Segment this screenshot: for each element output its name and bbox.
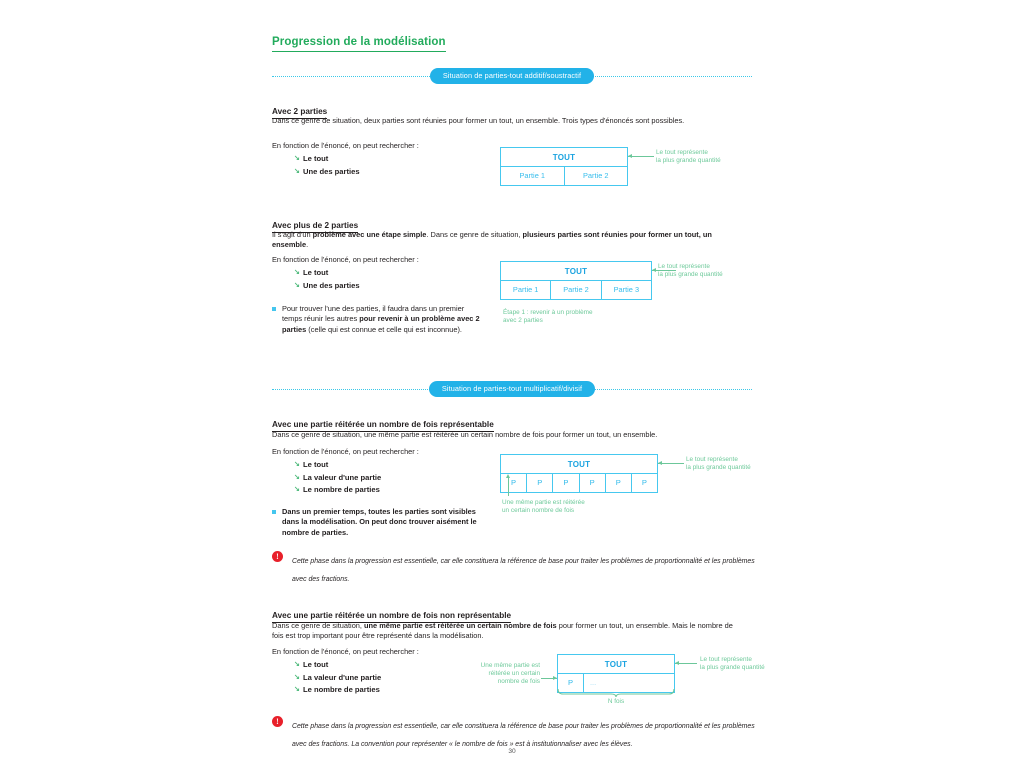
- list-item: [294, 672, 381, 685]
- list-non-representable: [272, 659, 381, 697]
- lead-in-avec-2-parties: En fonction de l'énoncé, on peut rechercher :: [272, 141, 419, 150]
- annotation-line: la plus grande quantité: [700, 664, 765, 672]
- text-run-bold: Dans un premier temps, toutes les parties sont visibles dans la modélisation. On peut donc trouver aisément le nombre de parties.: [282, 507, 477, 537]
- list-item-label: Le tout: [303, 660, 329, 669]
- section-banner-label: Situation de parties-tout additif/soustractif: [430, 68, 594, 84]
- sub-heading-avec-2-parties: Avec 2 parties: [272, 107, 327, 119]
- annotation-below: [503, 309, 593, 325]
- arrow-bullet-icon: ↘: [294, 473, 300, 481]
- list-representable: [272, 459, 381, 497]
- bar-parts-row: [501, 167, 627, 185]
- list-item: [294, 280, 360, 293]
- bar-part-cell: P: [580, 474, 606, 492]
- paragraph-representable: Dans ce genre de situation, une même partie est réitérée un certain nombre de fois pour former un tout, un ensemble.: [272, 430, 658, 439]
- list-item: [294, 472, 381, 485]
- bar-whole-label: TOUT: [501, 262, 651, 281]
- annotation-below: [502, 499, 585, 515]
- arrow-head-icon: [506, 474, 510, 478]
- text-run-bold: problème avec une étape simple: [312, 230, 427, 239]
- text-run: Il s'agit d'un: [272, 230, 313, 239]
- bar-part-cell: P: [641, 478, 647, 487]
- annotation-line: Le tout représente: [658, 263, 710, 270]
- annotation-line: Une même partie est: [480, 662, 540, 669]
- lead-in-avec-plus-de-2-parties: En fonction de l'énoncé, on peut rechercher :: [272, 255, 419, 264]
- bar-part-cell: Partie 2: [583, 171, 609, 180]
- annotation-connector-vertical: [508, 476, 509, 496]
- square-bullet-icon: [272, 510, 276, 514]
- annotation-right: [686, 456, 751, 472]
- brace-label: N fois: [607, 698, 625, 705]
- warning-text: Cette phase dans la progression est essentielle, car elle constituera la référence de base pour traiter les problèmes de proportionnalité et les problèmes avec des fractions.: [292, 558, 755, 583]
- annotation-line: Le tout représente: [700, 656, 752, 663]
- lead-in-representable: En fonction de l'énoncé, on peut rechercher :: [272, 447, 419, 456]
- bar-part-cell: P: [606, 474, 632, 492]
- brace-icon: [557, 688, 675, 697]
- bar-part-cell: P: [527, 474, 553, 492]
- arrow-bullet-icon: ↘: [294, 167, 300, 175]
- arrow-bullet-icon: ↘: [294, 661, 300, 668]
- annotation-right: [700, 656, 765, 672]
- warning-icon: !: [272, 551, 283, 562]
- list-item: [294, 166, 360, 179]
- list-item: [294, 659, 381, 672]
- list-item: [294, 267, 360, 280]
- list-item: [294, 459, 381, 472]
- bar-part-cell: P: [553, 474, 579, 492]
- arrow-head-icon: [628, 154, 632, 158]
- text-run-bold: pour revenir à un problème avec 2 parties: [282, 314, 480, 334]
- list-avec-plus-de-2-parties: [272, 267, 360, 292]
- arrow-bullet-icon: ↘: [294, 155, 300, 162]
- arrow-bullet-icon: ↘: [294, 461, 300, 468]
- arrow-bullet-icon: ↘: [294, 673, 300, 681]
- annotation-right: [656, 149, 721, 165]
- text-run: pour former un tout, un ensemble. Mais le nombre de fois est trop important pour être représenté dans la modélisation.: [272, 621, 733, 641]
- warning-callout-non-representable: [272, 715, 770, 751]
- annotation-line: la plus grande quantité: [686, 464, 751, 472]
- bar-model: [500, 454, 658, 493]
- list-item-label: La valeur d'une partie: [303, 672, 382, 682]
- sub-heading-representable: Avec une partie réitérée un nombre de fois représentable: [272, 420, 494, 432]
- annotation-left: [460, 662, 540, 687]
- text-run-bold: une même partie est réitérée un certain nombre de fois: [364, 621, 557, 630]
- bar-part-cell: ...: [590, 678, 597, 687]
- arrow-bullet-icon: ↘: [294, 486, 300, 493]
- lead-in-non-representable: En fonction de l'énoncé, on peut rechercher :: [272, 647, 419, 656]
- annotation-line: nombre de fois: [497, 678, 540, 686]
- list-item-label: Le tout: [303, 154, 329, 163]
- bar-model: [500, 147, 628, 186]
- warning-text: Cette phase dans la progression est essentielle, car elle constituera la référence de base pour traiter les problèmes de proportionnalité et les problèmes avec des fractions. La convention pour représenter « le nombre de fois » est à institutionnaliser avec les élèves.: [292, 723, 755, 748]
- model-diagram-2-parties: [500, 147, 740, 186]
- bar-whole-label: TOUT: [501, 455, 657, 474]
- annotation-line: un certain nombre de fois: [502, 507, 575, 515]
- annotation-line: Étape 1 : revenir à un problème: [503, 309, 593, 316]
- text-run: Dans ce genre de situation,: [272, 621, 365, 630]
- list-item-label: Le nombre de parties: [303, 485, 380, 494]
- list-item-label: Le tout: [303, 460, 329, 469]
- arrow-bullet-icon: ↘: [294, 686, 300, 693]
- arrow-head-icon: [675, 661, 679, 665]
- text-run: . Dans ce genre de situation,: [426, 230, 523, 239]
- warning-callout-representable: [272, 550, 762, 586]
- bar-part-cell: Partie 1: [501, 281, 551, 299]
- annotation-line: la plus grande quantité: [656, 157, 721, 165]
- bar-whole-label: TOUT: [558, 655, 674, 674]
- bar-model: [557, 654, 675, 693]
- bar-parts-row: [501, 281, 651, 299]
- model-diagram-3-parties: [500, 261, 740, 325]
- bar-part-cell: P: [501, 474, 527, 492]
- note-avec-plus-de-2-parties: [272, 304, 482, 335]
- list-item: [294, 484, 381, 497]
- annotation-line: la plus grande quantité: [658, 271, 723, 279]
- warning-icon: !: [272, 716, 283, 727]
- annotation-line: avec 2 parties: [503, 317, 543, 325]
- bar-part-cell: Partie 3: [613, 285, 640, 294]
- list-item: [294, 684, 381, 697]
- paragraph-avec-plus-de-2-parties: [272, 230, 742, 250]
- arrow-head-icon: [652, 268, 656, 272]
- bar-part-cell: Partie 2: [551, 281, 601, 299]
- arrow-head-icon: [658, 461, 662, 465]
- model-diagram-reiteree-representable: [500, 454, 751, 515]
- list-item-label: Une des parties: [303, 280, 360, 290]
- list-item-label: Le nombre de parties: [303, 685, 380, 694]
- list-item: [294, 153, 360, 166]
- square-bullet-icon: [272, 307, 276, 311]
- annotation-line: réitérée un certain: [488, 670, 540, 678]
- bar-model: [500, 261, 652, 300]
- section-banner-additive: [272, 68, 752, 84]
- list-item-label: Le tout: [303, 268, 329, 277]
- bar-whole-label: TOUT: [501, 148, 627, 167]
- section-banner-multiplicative: [272, 381, 752, 397]
- sub-heading-avec-plus-de-2-parties: Avec plus de 2 parties: [272, 221, 358, 233]
- text-run-bold: plusieurs parties sont réunies pour former un tout, un ensemble: [272, 230, 712, 250]
- text-run: (celle qui est connue et celle qui est inconnue).: [306, 324, 462, 334]
- page-number: 30: [508, 748, 516, 755]
- annotation-line: Le tout représente: [686, 456, 738, 463]
- page-title-wrap: [272, 32, 446, 52]
- bar-part-cell: P: [558, 674, 584, 692]
- sub-heading-non-representable: Avec une partie réitérée un nombre de fois non représentable: [272, 611, 511, 623]
- annotation-line: Le tout représente: [656, 149, 708, 156]
- note-representable: [272, 507, 487, 538]
- paragraph-avec-2-parties: Dans ce genre de situation, deux parties sont réunies pour former un tout, un ensemble. Trois types d'énoncés sont possibles.: [272, 116, 685, 125]
- list-item-label: La valeur d'une partie: [303, 472, 382, 482]
- annotation-line: Une même partie est réitérée: [502, 499, 585, 506]
- arrow-bullet-icon: ↘: [294, 281, 300, 289]
- list-avec-2-parties: [272, 153, 360, 178]
- list-item-label: Une des parties: [303, 166, 360, 176]
- section-banner-label: Situation de parties-tout multiplicatif/divisif: [429, 381, 595, 397]
- text-run: .: [306, 240, 309, 250]
- annotation-right: [658, 263, 723, 279]
- paragraph-non-representable: [272, 621, 742, 641]
- text-run: Pour trouver l'une des parties, il faudra dans un premier temps réunir les autres: [282, 304, 465, 324]
- arrow-bullet-icon: ↘: [294, 269, 300, 276]
- bar-part-cell: Partie 1: [501, 167, 565, 185]
- bar-parts-row: [501, 474, 657, 492]
- page-title: Progression de la modélisation: [272, 36, 446, 52]
